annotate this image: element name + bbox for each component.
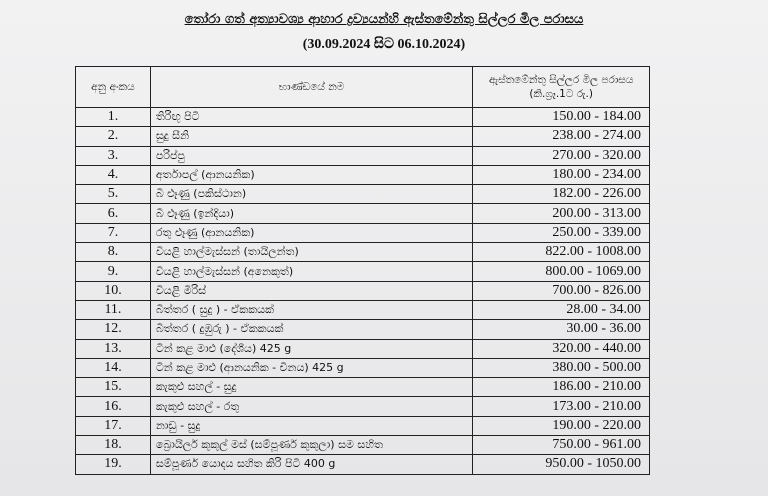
price-range: 150.00 - 184.00 bbox=[473, 108, 650, 127]
table-row bbox=[76, 397, 650, 416]
price-range: 380.00 - 500.00 bbox=[473, 358, 650, 377]
header-item: භාණ්ඩයේ නම bbox=[150, 67, 473, 108]
table-row bbox=[76, 455, 650, 474]
table-row bbox=[76, 436, 650, 455]
item-name: සම්පූර්ණ යොදය සහිත කිරි පිටි 400 g bbox=[150, 455, 473, 474]
price-range: 320.00 - 440.00 bbox=[473, 339, 650, 358]
row-number: 5. bbox=[76, 185, 151, 204]
item-name: ටින් කළ මාළු (ආනයනික - චීනය) 425 g bbox=[150, 358, 473, 377]
item-name: කැකුළු සහල් - රතු bbox=[150, 397, 473, 416]
item-name: ටින් කළ මාළු (දේශීය) 425 g bbox=[150, 339, 473, 358]
table-row bbox=[76, 223, 650, 242]
table-row bbox=[76, 358, 650, 377]
row-number: 1. bbox=[76, 108, 151, 127]
row-number: 2. bbox=[76, 127, 151, 146]
item-name: බී ළූණු (ඉන්දියා) bbox=[150, 204, 473, 223]
row-number: 16. bbox=[76, 397, 151, 416]
table-row bbox=[76, 262, 650, 281]
price-range: 180.00 - 234.00 bbox=[473, 165, 650, 184]
price-range: 186.00 - 210.00 bbox=[473, 378, 650, 397]
row-number: 4. bbox=[76, 165, 151, 184]
price-range: 250.00 - 339.00 bbox=[473, 223, 650, 242]
table-row bbox=[76, 281, 650, 300]
row-number: 14. bbox=[76, 358, 151, 377]
item-name: නාඩු - සුදු bbox=[150, 416, 473, 435]
price-range: 28.00 - 34.00 bbox=[473, 300, 650, 319]
price-range: 182.00 - 226.00 bbox=[473, 185, 650, 204]
item-name: බිත්තර ( සුදු ) - ඒකකයක් bbox=[150, 300, 473, 319]
item-name: බ්‍රොයිලර් කුකුල් මස් (සම්පූර්ණ කුකුලා) සම සහිත bbox=[150, 436, 473, 455]
table-row bbox=[76, 204, 650, 223]
row-number: 12. bbox=[76, 320, 151, 339]
table-row bbox=[76, 146, 650, 165]
row-number: 10. bbox=[76, 281, 151, 300]
table-row bbox=[76, 416, 650, 435]
row-number: 19. bbox=[76, 455, 151, 474]
price-range: 750.00 - 961.00 bbox=[473, 436, 650, 455]
date-range: (30.09.2024 සිට 06.10.2024) bbox=[302, 37, 466, 52]
price-range: 190.00 - 220.00 bbox=[473, 416, 650, 435]
document-title: තෝරා ගත් අත්‍යාවශ්‍ය ආහාර ද්‍රව්‍යයන්හි ඇස්තමේන්තු සිල්ලර මිල පරාසය bbox=[184, 12, 584, 27]
price-range: 270.00 - 320.00 bbox=[473, 146, 650, 165]
item-name: වියළි මිරිස් bbox=[150, 281, 473, 300]
price-range: 822.00 - 1008.00 bbox=[473, 243, 650, 262]
item-name: කැකුළු සහල් - සුදු bbox=[150, 378, 473, 397]
row-number: 8. bbox=[76, 243, 151, 262]
row-number: 15. bbox=[76, 378, 151, 397]
header-price: ඇස්තමේන්තු සිල්ලර මිල පරාසය (කි.ග්‍රෑ.1ට රු.) bbox=[473, 67, 650, 108]
row-number: 11. bbox=[76, 300, 151, 319]
item-name: බී ළූණු (පකිස්ථාන) bbox=[150, 185, 473, 204]
row-number: 6. bbox=[76, 204, 151, 223]
item-name: අර්තාපල් (ආනයනික) bbox=[150, 165, 473, 184]
price-range: 173.00 - 210.00 bbox=[473, 397, 650, 416]
item-name: බිත්තර ( දුඹුරු ) - ඒකකයක් bbox=[150, 320, 473, 339]
table-row bbox=[76, 127, 650, 146]
table-row bbox=[76, 378, 650, 397]
table-row bbox=[76, 165, 650, 184]
row-number: 13. bbox=[76, 339, 151, 358]
price-table bbox=[75, 66, 650, 475]
item-name: පරිප්පු bbox=[150, 146, 473, 165]
table-row bbox=[76, 243, 650, 262]
price-range: 800.00 - 1069.00 bbox=[473, 262, 650, 281]
table-row bbox=[76, 339, 650, 358]
row-number: 9. bbox=[76, 262, 151, 281]
row-number: 17. bbox=[76, 416, 151, 435]
item-name: වියළි හාල්මැස්සන් (අනෙකුත්) bbox=[150, 262, 473, 281]
price-range: 200.00 - 313.00 bbox=[473, 204, 650, 223]
price-range: 950.00 - 1050.00 bbox=[473, 455, 650, 474]
table-row bbox=[76, 185, 650, 204]
table-header-row bbox=[76, 67, 650, 108]
item-name: තිරිඟු පිටි bbox=[150, 108, 473, 127]
item-name: වියළි හාල්මැස්සන් (තායිලන්ත) bbox=[150, 243, 473, 262]
row-number: 7. bbox=[76, 223, 151, 242]
price-range: 30.00 - 36.00 bbox=[473, 320, 650, 339]
price-range: 238.00 - 274.00 bbox=[473, 127, 650, 146]
item-name: සුදු සීනි bbox=[150, 127, 473, 146]
header-no: අනු අංකය bbox=[76, 67, 151, 108]
table-row bbox=[76, 300, 650, 319]
row-number: 18. bbox=[76, 436, 151, 455]
price-range: 700.00 - 826.00 bbox=[473, 281, 650, 300]
table-row bbox=[76, 108, 650, 127]
item-name: රතු ළූණු (ආනයනික) bbox=[150, 223, 473, 242]
row-number: 3. bbox=[76, 146, 151, 165]
table-row bbox=[76, 320, 650, 339]
